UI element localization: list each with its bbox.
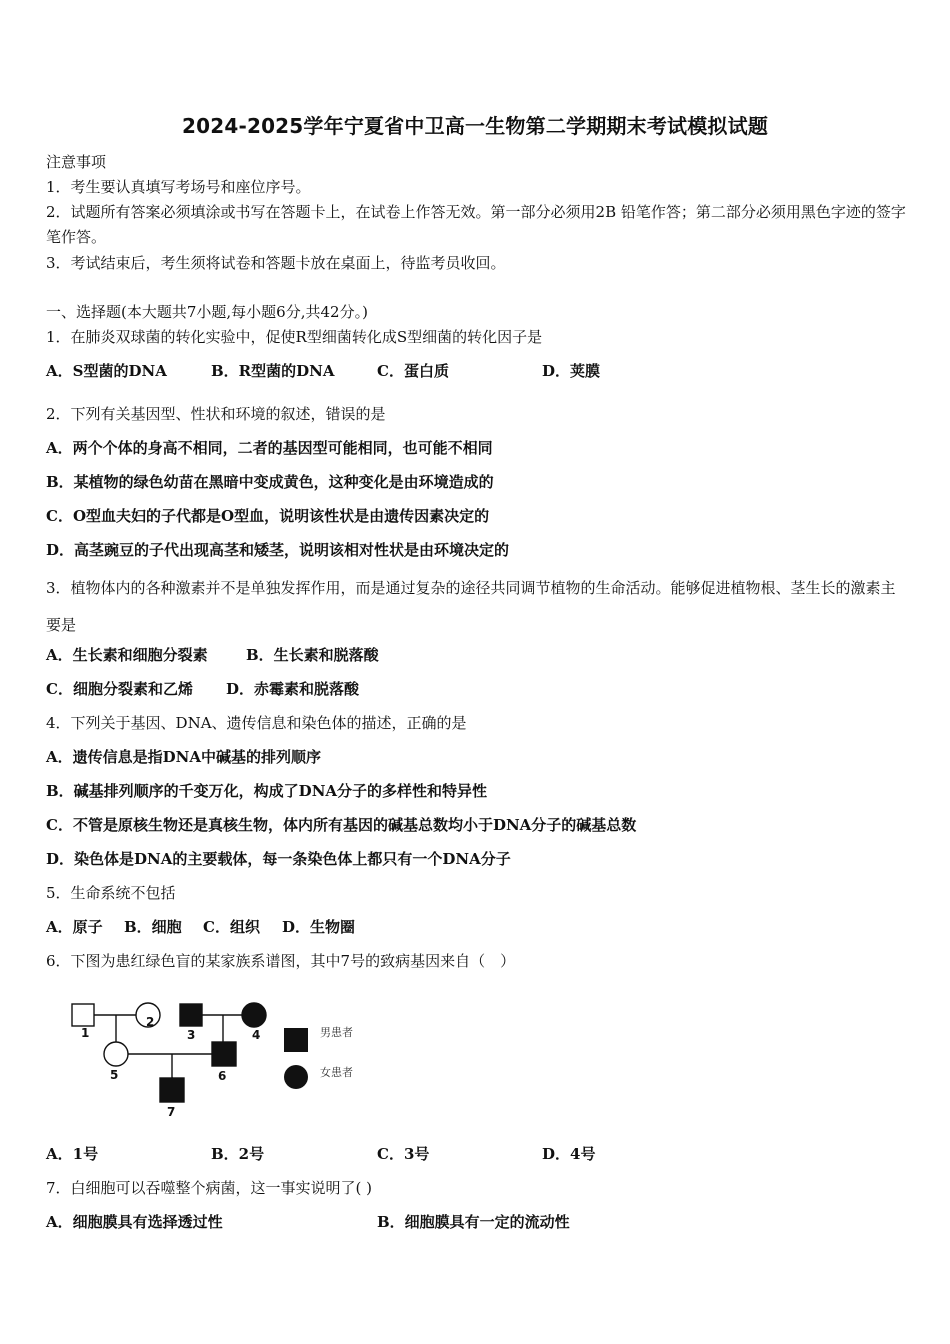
question-4-option-a: A．遗传信息是指DNA中碱基的排列顺序	[46, 748, 321, 766]
label-individual-4: 4	[252, 1028, 261, 1042]
legend-male-symbol	[284, 1028, 308, 1052]
notice-item-2: 2．试题所有答案必须填涂或书写在答题卡上，在试卷上作答无效。第一部分必须用2B 铅笔作答；第二部分必须用黑色字迹的签字笔作答。	[46, 203, 906, 246]
question-3-option-c: C．细胞分裂素和乙烯	[46, 680, 193, 698]
question-3-option-a: A．生长素和细胞分裂素	[46, 646, 208, 664]
question-7-option-a: A．细胞膜具有选择透过性	[46, 1213, 223, 1231]
question-2-option-b: B．某植物的绿色幼苗在黑暗中变成黄色，这种变化是由环境造成的	[46, 473, 494, 491]
question-2-option-d: D．高茎豌豆的子代出现高茎和矮茎，说明该相对性状是由环境决定的	[46, 541, 510, 559]
question-2-stem: 2．下列有关基因型、性状和环境的叙述，错误的是	[46, 405, 386, 423]
question-5-stem: 5．生命系统不包括	[46, 884, 176, 902]
page-title: 2024-2025学年宁夏省中卫高一生物第二学期期末考试模拟试题	[181, 114, 769, 138]
legend-female-symbol	[284, 1065, 308, 1089]
question-4-option-d: D．染色体是DNA的主要载体，每一条染色体上都只有一个DNA分子	[46, 850, 511, 868]
question-1-stem: 1．在肺炎双球菌的转化实验中，促使R型细菌转化成S型细菌的转化因子是	[46, 328, 543, 346]
label-individual-1: 1	[81, 1026, 90, 1040]
question-5-option-a: A．原子	[46, 918, 103, 936]
question-7-option-b: B．细胞膜具有一定的流动性	[377, 1213, 570, 1231]
question-6-option-a: A．1号	[46, 1145, 99, 1163]
question-4-stem: 4．下列关于基因、DNA、遗传信息和染色体的描述，正确的是	[46, 714, 467, 732]
individual-5-normal-female	[104, 1042, 128, 1066]
question-2-option-c: C．O型血夫妇的子代都是O型血，说明该性状是由遗传因素决定的	[46, 507, 490, 525]
question-5-option-b: B．细胞	[124, 918, 182, 936]
pedigree-diagram	[60, 996, 390, 1126]
section-heading: 一、选择题(本大题共7小题,每小题6分,共42分。)	[46, 303, 368, 321]
question-3-option-d: D．赤霉素和脱落酸	[226, 680, 360, 698]
question-3-stem: 3．植物体内的各种激素并不是单独发挥作用，而是通过复杂的途径共同调节植物的生命活动。能够促进植物根、茎生长的激素主要是	[46, 579, 896, 634]
label-individual-7: 7	[167, 1105, 176, 1119]
individual-6-affected-male	[212, 1042, 236, 1066]
question-4-option-b: B．碱基排列顺序的千变万化，构成了DNA分子的多样性和特异性	[46, 782, 488, 800]
question-6-stem: 6．下图为患红绿色盲的某家族系谱图，其中7号的致病基因来自（ ）	[46, 952, 516, 970]
question-7-stem: 7．白细胞可以吞噬整个病菌，这一事实说明了( )	[46, 1179, 373, 1197]
question-6-option-d: D．4号	[542, 1145, 596, 1163]
question-6-option-b: B．2号	[211, 1145, 265, 1163]
question-3-option-b: B．生长素和脱落酸	[246, 646, 379, 664]
legend-female-label: 女患者	[320, 1066, 353, 1079]
question-1-option-a: A．S型菌的DNA	[46, 362, 167, 380]
question-2-option-a: A．两个个体的身高不相同，二者的基因型可能相同，也可能不相同	[46, 439, 493, 457]
question-1-option-d: D．荚膜	[542, 362, 601, 380]
legend-male-label: 男患者	[320, 1026, 353, 1039]
individual-4-affected-female	[242, 1003, 266, 1027]
label-individual-3: 3	[187, 1028, 196, 1042]
notice-item-1: 1．考生要认真填写考场号和座位序号。	[46, 178, 311, 196]
label-individual-6: 6	[218, 1069, 227, 1083]
individual-1-normal-male	[72, 1004, 94, 1026]
question-5-option-c: C．组织	[203, 918, 260, 936]
question-4-option-c: C．不管是原核生物还是真核生物，体内所有基因的碱基总数均小于DNA分子的碱基总数	[46, 816, 637, 834]
question-5-option-d: D．生物圈	[282, 918, 356, 936]
question-1-option-c: C．蛋白质	[377, 362, 449, 380]
label-individual-5: 5	[110, 1068, 119, 1082]
label-individual-2: 2	[146, 1015, 155, 1029]
notice-item-3: 3．考试结束后，考生须将试卷和答题卡放在桌面上，待监考员收回。	[46, 254, 506, 272]
individual-3-affected-male	[180, 1004, 202, 1026]
notice-heading: 注意事项	[46, 153, 107, 171]
question-1-option-b: B．R型菌的DNA	[211, 362, 335, 380]
question-6-option-c: C．3号	[377, 1145, 430, 1163]
individual-7-affected-male	[160, 1078, 184, 1102]
